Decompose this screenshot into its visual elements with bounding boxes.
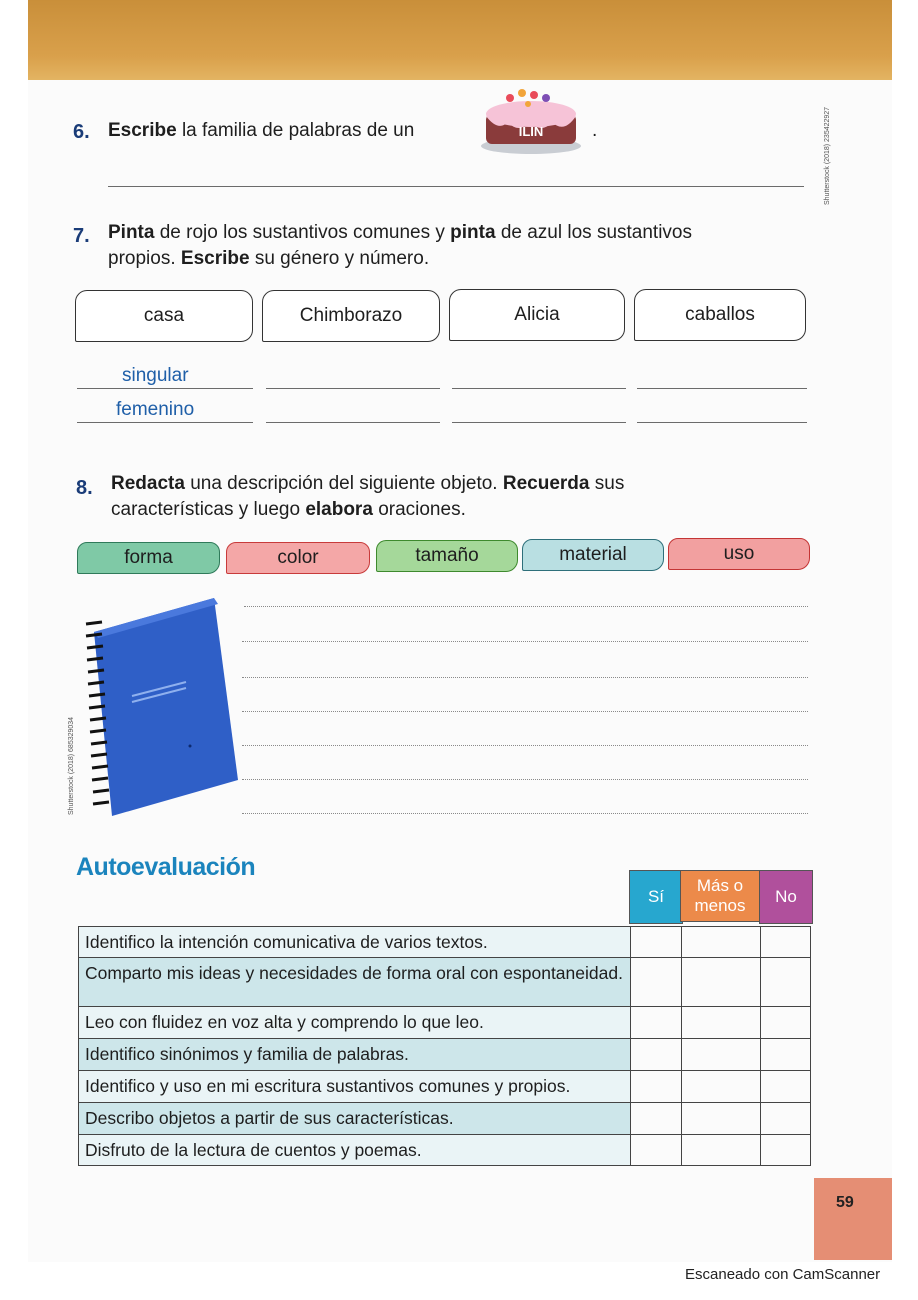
row-statement: Identifico sinónimos y familia de palabras. (79, 1039, 631, 1070)
section-title-autoevaluacion: Autoevaluación (76, 853, 256, 881)
table-row (78, 957, 811, 1007)
writing-line-6[interactable] (242, 779, 808, 780)
question-7-number: 7. (73, 225, 90, 247)
word-box-caballos[interactable]: caballos (634, 289, 806, 341)
question-7-text: Pinta de rojo los sustantivos comunes y pinta de azul los sustantivos propios. Escribe su género y número. (108, 222, 692, 269)
writing-line-7[interactable] (242, 813, 808, 814)
writing-line-1[interactable] (244, 606, 808, 607)
scanner-footer: Escaneado con CamScanner (685, 1266, 881, 1283)
header-no: No (759, 870, 813, 924)
row-statement: Describo objetos a partir de sus características. (79, 1103, 631, 1134)
line-number-3[interactable] (452, 388, 626, 389)
answer-gender-casa[interactable]: femenino (116, 399, 195, 420)
cake-icon (478, 84, 584, 156)
photo-credit-cake: Shutterstock (2018) 235422927 (824, 106, 831, 205)
line-gender-3[interactable] (452, 422, 626, 423)
question-8-number: 8. (76, 477, 93, 499)
row-statement: Leo con fluidez en voz alta y comprendo lo que leo. (79, 1007, 631, 1038)
writing-line-2[interactable] (242, 641, 808, 642)
word-box-casa[interactable]: casa (75, 290, 253, 342)
tag-tamano[interactable]: tamaño (376, 540, 518, 572)
tag-forma[interactable]: forma (77, 542, 220, 574)
writing-line-3[interactable] (242, 677, 808, 678)
question-8-text: Redacta una descripción del siguiente objeto. Recuerda sus características y luego elabora oraciones. (111, 473, 625, 520)
row-statement: Disfruto de la lectura de cuentos y poemas. (79, 1135, 631, 1165)
photo-credit-notebook: Shutterstock (2018) 685329034 (68, 716, 75, 815)
header-mas-o-menos: Más o menos (680, 870, 760, 922)
table-row (78, 1038, 811, 1071)
line-number-1[interactable] (77, 388, 253, 389)
table-row (78, 1134, 811, 1166)
question-6-period: . (592, 120, 598, 141)
line-gender-1[interactable] (77, 422, 253, 423)
writing-line-4[interactable] (242, 711, 808, 712)
top-color-band (28, 0, 892, 80)
word-box-chimborazo[interactable]: Chimborazo (262, 290, 440, 342)
table-row (78, 1070, 811, 1103)
answer-line-q6[interactable] (108, 186, 804, 187)
row-statement: Identifico la intención comunicativa de varios textos. (79, 927, 631, 957)
row-statement: Identifico y uso en mi escritura sustantivos comunes y propios. (79, 1071, 631, 1102)
answer-number-casa[interactable]: singular (122, 365, 189, 386)
line-gender-4[interactable] (637, 422, 807, 423)
page-number: 59 (836, 1194, 854, 1211)
tag-color[interactable]: color (226, 542, 370, 574)
row-statement: Comparto mis ideas y necesidades de forma oral con espontaneidad. (79, 958, 631, 1006)
header-si: Sí (629, 870, 683, 924)
word-box-alicia[interactable]: Alicia (449, 289, 625, 341)
svg-text:ILIN: ILIN (518, 124, 544, 139)
table-row (78, 1102, 811, 1135)
table-row (78, 926, 811, 958)
writing-line-5[interactable] (242, 745, 808, 746)
notebook-icon (72, 596, 242, 822)
line-number-2[interactable] (266, 388, 440, 389)
question-6-text: Escribe la familia de palabras de un (108, 120, 415, 141)
line-gender-2[interactable] (266, 422, 440, 423)
table-row (78, 1006, 811, 1039)
tag-uso[interactable]: uso (668, 538, 810, 570)
question-6-number: 6. (73, 121, 90, 143)
tag-material[interactable]: material (522, 539, 664, 571)
line-number-4[interactable] (637, 388, 807, 389)
page-number-tab (814, 1178, 892, 1260)
